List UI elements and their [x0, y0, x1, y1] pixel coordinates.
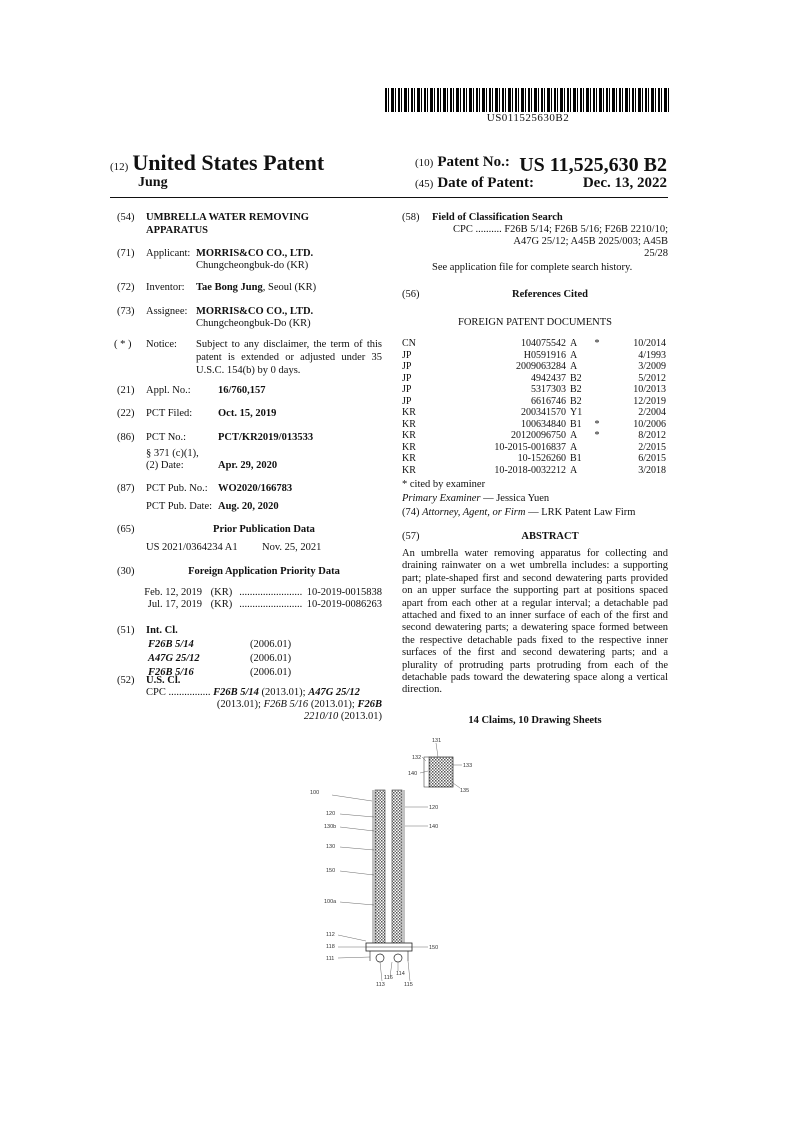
priority-row [128, 599, 382, 612]
invention-title: UMBRELLA WATER REMOVING APPARATUS [146, 212, 309, 236]
us-cl-line1 [146, 687, 382, 700]
doc-country: JP [402, 395, 412, 407]
code-54: (54) [117, 212, 135, 223]
pct-pub-date-value: Aug. 20, 2020 [218, 501, 279, 512]
code-74: (74) [402, 507, 420, 518]
prior-pub-number: US 2021/0364234 A1 [146, 542, 238, 553]
us-cl-class: F26B 5/14 [213, 687, 259, 698]
attorney [402, 507, 635, 520]
appl-no-value: 16/760,157 [218, 385, 266, 396]
patent-number-value: US 11,525,630 B2 [519, 154, 667, 176]
doc-star [592, 396, 602, 408]
int-cl-class: F26B 5/16 [148, 667, 194, 678]
code-56: (56) [402, 289, 420, 300]
doc-date: 10/2014 [633, 338, 666, 349]
figure-label: 120 [429, 805, 439, 811]
priority-dots: ........................ [239, 587, 303, 598]
priority-number: 10-2019-0086263 [306, 599, 382, 610]
field-search-line: CPC .......... F26B 5/14; F26B 5/16; F26B 2210/10; [452, 224, 668, 235]
doc-kind: B2 [570, 372, 582, 384]
doc-date: 3/2009 [638, 361, 666, 372]
doc-kind: A [570, 430, 578, 441]
header-rule [110, 197, 668, 198]
doc-star [592, 453, 602, 465]
barcode [385, 88, 671, 112]
inventor-location: , Seoul (KR) [262, 282, 317, 293]
assignee-name: MORRIS&CO CO., LTD. [196, 306, 314, 317]
foreign-docs-heading: FOREIGN PATENT DOCUMENTS [457, 317, 613, 328]
notice-text: Subject to any disclaimer, the term of this patent is extended or adjusted under 35 U.S.C. 154(b) by 0 days. [196, 339, 382, 376]
code-52: (52) [117, 675, 135, 686]
doc-number: 6616746 [531, 395, 566, 407]
doc-number: 100634840 [521, 418, 566, 430]
figure-label: 111 [326, 956, 335, 962]
title-text: United States Patent [132, 150, 325, 175]
doc-country: KR [402, 418, 416, 430]
doc-star [592, 465, 602, 477]
priority-country: (KR) [210, 587, 233, 598]
int-cl-row [148, 639, 291, 651]
doc-kind: B1 [570, 453, 582, 464]
doc-kind: B2 [570, 395, 582, 407]
foreign-doc-row [402, 430, 666, 442]
cited-by-examiner: * cited by examiner [402, 479, 486, 490]
int-cl-row [148, 653, 291, 665]
priority-row [128, 587, 382, 600]
doc-country: KR [402, 453, 416, 464]
doc-date: 8/2012 [638, 430, 666, 441]
doc-country: JP [402, 349, 412, 361]
figure-label: 131 [432, 738, 442, 744]
code-51: (51) [117, 625, 135, 636]
pct-filed-label: PCT Filed: [146, 408, 193, 419]
int-cl-class: A47G 25/12 [148, 653, 200, 664]
doc-date: 3/2018 [638, 464, 666, 476]
doc-date: 12/2019 [633, 395, 666, 407]
int-cl-label: Int. Cl. [146, 625, 178, 636]
us-cl-class: F26B [357, 699, 382, 710]
inventor-field [196, 282, 316, 295]
code-notice: ( * ) [114, 339, 132, 350]
foreign-doc-row [402, 396, 666, 408]
figure-label: 150 [326, 868, 336, 874]
second-dewatering-part [392, 790, 402, 945]
patent-title [110, 150, 324, 177]
field-search-heading: Field of Classification Search [432, 212, 563, 223]
code-45: (45) [415, 178, 434, 190]
prior-pub-date: Nov. 25, 2021 [262, 542, 322, 553]
claims-count: 14 Claims, 10 Drawing Sheets [468, 715, 602, 726]
priority-number: 10-2019-0015838 [306, 587, 382, 598]
foreign-docs-table [402, 338, 666, 476]
applicant-location: Chungcheongbuk-do (KR) [196, 260, 309, 271]
doc-country: KR [402, 430, 416, 441]
field-search-note: See application file for complete search history. [432, 262, 633, 273]
foreign-doc-row [402, 361, 666, 373]
assignee-location: Chungcheongbuk-Do (KR) [196, 318, 311, 329]
us-cl-version: (2013.01); [310, 699, 355, 710]
inventor-name: Tae Bong Jung [196, 282, 263, 293]
int-cl-class: F26B 5/14 [148, 639, 194, 650]
doc-star [592, 442, 602, 454]
pct-pub-no-label: PCT Pub. No.: [146, 483, 208, 494]
figure-label: 100a [324, 899, 337, 905]
doc-kind: A [570, 349, 578, 361]
figure-label: 116 [384, 975, 393, 981]
abstract-text: An umbrella water removing apparatus for collecting and draining rainwater on a wet umbrella includes: a supporting part; plate-shaped first and second dewatering parts provided on an upper surface the supporting part at positions spaced apart from each other at a regular interval; a detachable pad attached and fixed to an inner surface of each of the first and second dewatering parts; a dewatering space formed between the respective detachable pads fixed to the respective inner surfaces of the first and second dewatering parts; and a plurality of protruding parts protruding from each of the detachable pads toward the dewatering space along a vertical direction. [402, 548, 668, 696]
doc-kind: B1 [570, 418, 582, 430]
barcode-number: US011525630B2 [486, 112, 570, 124]
doc-number: 10-1526260 [517, 453, 566, 464]
figure-label: 120 [326, 811, 336, 817]
first-dewatering-part [375, 790, 385, 945]
section-371-date-label: (2) Date: [146, 460, 184, 471]
doc-kind: A [570, 441, 578, 453]
us-cl-version: (2013.01) [340, 711, 382, 722]
inventor-surname: Jung [138, 175, 168, 190]
figure-label: 135 [460, 788, 470, 794]
doc-star: * [594, 338, 600, 349]
us-cl-class: 2210/10 [303, 711, 339, 722]
figure-label: 113 [376, 982, 385, 988]
primary-examiner [402, 493, 549, 506]
int-cl-version: (2006.01) [250, 639, 292, 650]
attorney-label: Attorney, Agent, or Firm [422, 507, 526, 518]
doc-country: JP [402, 361, 412, 372]
representative-drawing [300, 735, 500, 995]
code-73: (73) [117, 306, 135, 317]
cpc-label: CPC [146, 687, 166, 698]
foreign-doc-row [402, 442, 666, 454]
doc-number: 104075542 [521, 338, 566, 349]
doc-kind: A [570, 361, 578, 372]
figure-label: 150 [429, 945, 439, 951]
doc-date: 2/2004 [638, 407, 666, 418]
foreign-doc-row [402, 465, 666, 477]
applicant-label: Applicant: [146, 248, 191, 259]
code-58: (58) [402, 212, 420, 223]
doc-number: 20120096750 [511, 430, 566, 441]
doc-country: KR [402, 464, 416, 476]
doc-star [592, 361, 602, 373]
doc-number: 5317303 [531, 384, 566, 395]
int-cl-version: (2006.01) [250, 667, 292, 678]
doc-date: 4/1993 [638, 349, 666, 361]
priority-heading: Foreign Application Priority Data [188, 566, 340, 577]
detail-inset [429, 757, 453, 787]
foreign-doc-row [402, 407, 666, 419]
doc-date: 10/2013 [633, 384, 666, 395]
doc-number: 10-2015-0016837 [494, 441, 566, 453]
attorney-name: LRK Patent Law Firm [541, 507, 636, 518]
assignee-label: Assignee: [146, 306, 188, 317]
doc-number: 10-2018-0032212 [494, 464, 566, 476]
code-12: (12) [110, 161, 129, 173]
code-30: (30) [117, 566, 135, 577]
code-65: (65) [117, 524, 135, 535]
patent-number-label: Patent No.: [437, 154, 510, 170]
doc-number: 200341570 [521, 407, 566, 418]
doc-star: * [594, 418, 600, 430]
figure-label: 114 [396, 971, 405, 977]
doc-star [592, 384, 602, 396]
foreign-doc-row [402, 338, 666, 350]
doc-star [592, 350, 602, 362]
doc-date: 5/2012 [638, 372, 666, 384]
code-72: (72) [117, 282, 135, 293]
doc-country: KR [402, 441, 416, 453]
examiner-sep: — [480, 493, 497, 504]
priority-date: Jul. 17, 2019 [147, 599, 202, 610]
notice-label: Notice: [146, 339, 177, 350]
pct-pub-no-value: WO2020/166783 [218, 483, 293, 494]
code-57: (57) [402, 531, 420, 542]
foreign-doc-row [402, 350, 666, 362]
examiner-label: Primary Examiner [402, 493, 481, 504]
doc-country: KR [402, 407, 416, 418]
figure-label: 115 [404, 982, 413, 988]
us-cl-version: (2013.01); [216, 699, 261, 710]
code-21: (21) [117, 385, 135, 396]
pct-filed-value: Oct. 15, 2019 [218, 408, 277, 419]
section-371-date: Apr. 29, 2020 [218, 460, 278, 471]
doc-star [592, 373, 602, 385]
figure-label: 132 [412, 755, 422, 761]
figure-label: 130 [326, 844, 336, 850]
figure-label: 130b [324, 824, 337, 830]
attorney-sep: — [525, 507, 542, 518]
figure-label: 100 [310, 790, 320, 796]
us-cl-class: F26B 5/16 [263, 699, 309, 710]
doc-kind: Y1 [570, 407, 583, 418]
doc-country: JP [402, 372, 412, 384]
foreign-doc-row [402, 384, 666, 396]
figure-label: 140 [429, 824, 439, 830]
us-cl-label: U.S. Cl. [146, 675, 181, 686]
doc-date: 10/2006 [633, 418, 666, 430]
date-value: Dec. 13, 2022 [582, 175, 667, 191]
doc-number: 4942437 [531, 372, 566, 384]
figure-label: 112 [326, 932, 335, 938]
priority-date: Feb. 12, 2019 [144, 587, 202, 598]
int-cl-version: (2006.01) [250, 653, 292, 664]
doc-date: 6/2015 [638, 453, 666, 464]
figure-label: 140 [408, 771, 418, 777]
pct-pub-date-label: PCT Pub. Date: [146, 501, 213, 512]
pct-no-label: PCT No.: [146, 432, 187, 443]
cpc-dots: ................ [168, 687, 211, 698]
us-cl-line3 [146, 711, 382, 724]
doc-star: * [594, 430, 600, 441]
references-heading: References Cited [512, 289, 588, 300]
us-cl-line2 [146, 699, 382, 712]
doc-kind: A [570, 338, 578, 349]
foreign-doc-row [402, 373, 666, 385]
field-search-line: A47G 25/12; A45B 2025/003; A45B [513, 236, 668, 247]
code-71: (71) [117, 248, 135, 259]
doc-number: 2009063284 [516, 361, 566, 372]
doc-country: JP [402, 384, 412, 395]
doc-star [592, 407, 602, 419]
inventor-label: Inventor: [146, 282, 185, 293]
doc-kind: A [570, 464, 578, 476]
code-86: (86) [117, 432, 135, 443]
date-label: Date of Patent: [437, 175, 534, 191]
figure-label: 133 [463, 763, 473, 769]
examiner-name: Jessica Yuen [496, 493, 550, 504]
abstract-heading: ABSTRACT [521, 531, 579, 542]
priority-dots: ........................ [239, 599, 303, 610]
code-10: (10) [415, 157, 434, 169]
priority-country: (KR) [210, 599, 233, 610]
us-cl-version: (2013.01); [261, 687, 306, 698]
code-22: (22) [117, 408, 135, 419]
us-cl-class: A47G 25/12 [308, 687, 360, 698]
code-87: (87) [117, 483, 135, 494]
foreign-doc-row [402, 453, 666, 465]
pct-no-value: PCT/KR2019/013533 [218, 432, 314, 443]
appl-no-label: Appl. No.: [146, 385, 191, 396]
doc-date: 2/2015 [638, 441, 666, 453]
section-371: § 371 (c)(1), [146, 448, 199, 459]
date-of-patent [415, 174, 667, 192]
doc-number: H0591916 [523, 349, 566, 361]
applicant-name: MORRIS&CO CO., LTD. [196, 248, 314, 259]
prior-pub-heading: Prior Publication Data [213, 524, 315, 535]
field-search-line: 25/28 [644, 248, 668, 259]
doc-kind: B2 [570, 384, 582, 395]
figure-label: 118 [326, 944, 335, 950]
foreign-doc-row [402, 419, 666, 431]
doc-country: CN [402, 338, 416, 349]
